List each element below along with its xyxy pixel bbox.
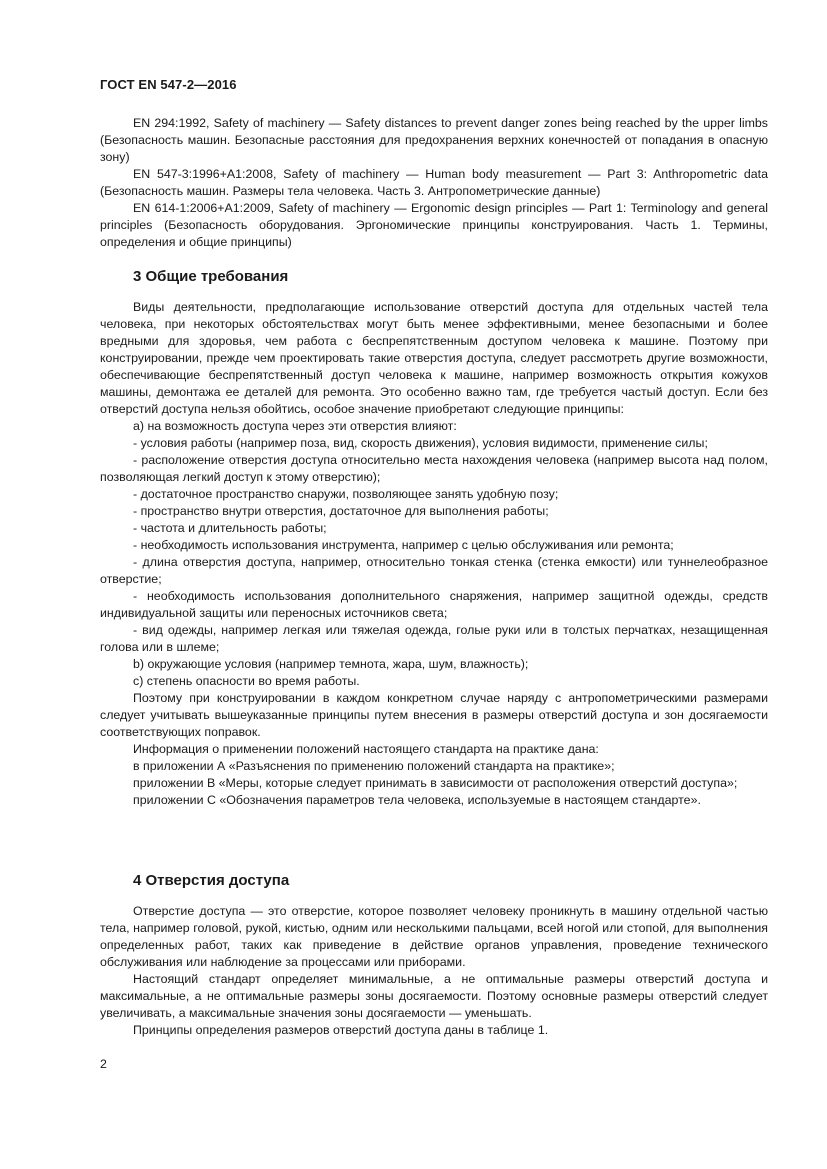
section-3-body	[100, 299, 768, 809]
bullet-item: - пространство внутри отверстия, достаточное для выполнения работы;	[133, 504, 549, 518]
annex-c-ref: приложении С «Обозначения параметров тела человека, используемые в настоящем стандарте».	[133, 793, 701, 807]
bullet-item: - условия работы (например поза, вид, скорость движения), условия видимости, применение силы;	[133, 436, 708, 450]
section-4-heading-wrap	[100, 872, 768, 889]
section-3-conclusion: Поэтому при конструировании в каждом конкретном случае наряду с антропометрическими размерами следует учитывать вышеуказанные принципы путем внесения в размеры отверстий доступа и зон досягаемости соответствующих поправок.	[100, 691, 768, 739]
annex-a-ref: в приложении А «Разъяснения по применению положений стандарта на практике»;	[133, 759, 615, 773]
reference-item: EN 294:1992, Safety of machinery — Safety distances to prevent danger zones being reached by the upper limbs (Безопасность машин. Безопасные расстояния для предохранения верхних конечностей от попадания в опасную зону)	[100, 116, 768, 164]
annex-info: Информация о применении положений настоящего стандарта на практике дана:	[133, 742, 599, 756]
document-header: ГОСТ EN 547-2—2016	[100, 77, 237, 92]
section-4-title: 4 Отверстия доступа	[133, 872, 290, 889]
page-number: 2	[100, 1057, 107, 1071]
section-4-paragraph: Настоящий стандарт определяет минимальные, а не оптимальные размеры отверстий доступа и максимальные, а не оптимальные размеры зоны досягаемости. Поэтому основные размеры отверстий следует увеличивать, а максимальные значения зоны досягаемости — уменьшать.	[100, 972, 768, 1020]
normative-references	[100, 115, 768, 251]
list-item-a: а) на возможность доступа через эти отверстия влияют:	[133, 419, 457, 433]
section-4-body	[100, 903, 768, 1039]
bullet-item: - длина отверстия доступа, например, относительно тонкая стенка (стенка емкости) или туннелеобразное отверстие;	[100, 555, 768, 586]
section-3-title: 3 Общие требования	[133, 268, 289, 285]
bullet-item: - частота и длительность работы;	[133, 521, 327, 535]
bullet-item: - достаточное пространство снаружи, позволяющее занять удобную позу;	[133, 487, 559, 501]
bullet-item: - необходимость использования инструмента, например с целью обслуживания или ремонта;	[133, 538, 674, 552]
bullet-item: - вид одежды, например легкая или тяжелая одежда, голые руки или в толстых перчатках, незащищенная голова или в шлеме;	[100, 623, 768, 654]
list-item-c: с) степень опасности во время работы.	[133, 674, 360, 688]
section-4-paragraph: Принципы определения размеров отверстий доступа даны в таблице 1.	[133, 1023, 549, 1037]
section-4-paragraph: Отверстие доступа — это отверстие, которое позволяет человеку проникнуть в машину отдельной частью тела, например головой, рукой, кистью, одним или несколькими пальцами, всей ногой или стопой, для выполнения определенных работ, таких как приведение в действие органов управления, проведение технического обслуживания или наблюдение за процессами или приборами.	[100, 904, 768, 969]
section-3-intro: Виды деятельности, предполагающие использование отверстий доступа для отдельных частей тела человека, при некоторых обстоятельствах могут быть менее эффективными, менее безопасными и более вредными для здоровья, чем работа с беспрепятственным доступом человека к машине. Поэтому при конструировании, прежде чем проектировать такие отверстия доступа, следует рассмотреть другие возможности, обеспечивающие беспрепятственный доступ человека к машине, например возможность открытия кожухов машины, демонтажа ее деталей для ремонта. Это особенно важно там, где требуется частый доступ. Если без отверстий доступа нельзя обойтись, особое значение приобретают следующие принципы:	[100, 300, 768, 416]
section-3-heading-wrap	[100, 268, 768, 285]
reference-item: EN 614-1:2006+A1:2009, Safety of machinery — Ergonomic design principles — Part 1: Terminology and general principles (Безопасность оборудования. Эргономические принципы конструирования. Часть 1. Термины, определения и общие принципы)	[100, 201, 768, 249]
annex-b-ref: приложении В «Меры, которые следует принимать в зависимости от расположения отверстий доступа»;	[133, 776, 738, 790]
bullet-item: - необходимость использования дополнительного снаряжения, например защитной одежды, средств индивидуальной защиты или переносных источников света;	[100, 589, 768, 620]
bullet-item: - расположение отверстия доступа относительно места нахождения человека (например высота над полом, позволяющая легкий доступ к этому отверстию);	[100, 453, 768, 484]
list-item-b: b) окружающие условия (например темнота, жара, шум, влажность);	[133, 657, 529, 671]
reference-item: EN 547-3:1996+A1:2008, Safety of machinery — Human body measurement — Part 3: Anthropometric data (Безопасность машин. Размеры тела человека. Часть 3. Антропометрические данные)	[100, 167, 768, 198]
